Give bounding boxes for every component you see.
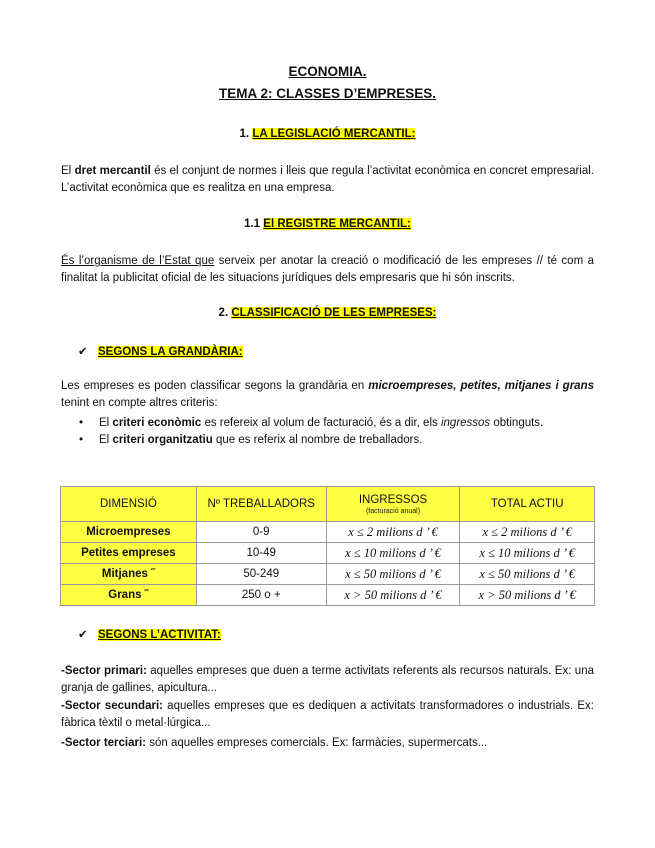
table-row: [61, 543, 595, 564]
table-row: [61, 522, 595, 543]
table-row: [61, 585, 595, 606]
sector-label: -Sector secundari:: [61, 700, 163, 712]
table-header-row: [61, 487, 595, 522]
table-cell-income: x ≤ 2 milions d ’ €: [326, 522, 460, 543]
list-bold-term: criteri organitzatiu: [112, 434, 213, 446]
sector-text: aquelles empreses que duen a terme activitats referents als recursos naturals. Ex: una granja de gallines, apicultura...: [61, 665, 594, 694]
paragraph-italic-term: microempreses, petites, mitjanes i grans: [368, 380, 594, 392]
table-header-cell: [326, 487, 460, 522]
sector-text: aquelles empreses que es dediquen a activitats transformadores o industrials. Ex: fàbrica tèxtil o metal·lúrgica...: [61, 700, 594, 729]
section-2-heading: [0, 307, 655, 319]
section-1-1-title: El REGISTRE MERCANTIL:: [263, 218, 411, 230]
table-cell-income: x ≤ 10 milions d ’ €: [326, 543, 460, 564]
activity-subheading-label: SEGONS L’ACTIVITAT:: [98, 629, 221, 641]
sector-tertiary-paragraph: [61, 735, 594, 752]
section-1-1-paragraph: [61, 253, 594, 287]
list-text: que es referix al nombre de treballadors.: [212, 434, 423, 446]
bullet-icon: •: [79, 417, 84, 429]
section-1-number: 1.: [239, 128, 250, 140]
bullet-icon: •: [79, 434, 84, 446]
table-cell-assets: x > 50 milions d ’ €: [460, 585, 595, 606]
paragraph-text: tenint en compte altres criteris:: [61, 397, 218, 409]
table-header-cell: DIMENSIÓ: [61, 487, 197, 522]
document-subtitle: TEMA 2: CLASSES D’EMPRESES.: [218, 86, 437, 101]
checkmark-icon: ✔: [78, 629, 88, 641]
paragraph-bold-term: dret mercantil: [74, 165, 151, 177]
list-bold-term: criteri econòmic: [112, 417, 202, 429]
list-italic-term: ingressos: [440, 417, 491, 429]
list-text: es refereix al volum de facturació, és a dir, els: [201, 417, 441, 429]
table-cell-dimension: Grans ˝: [61, 585, 197, 606]
size-subheading: [78, 344, 243, 358]
sector-label: -Sector primari:: [61, 665, 147, 677]
table-cell-dimension: Mitjanes ˝: [61, 564, 197, 585]
company-size-table: [60, 486, 595, 606]
activity-subheading: [78, 627, 221, 641]
table-header-cell: TOTAL ACTIU: [460, 487, 595, 522]
checkmark-icon: ✔: [78, 346, 88, 358]
paragraph-text: serveix per anotar la creació o modificació de les empreses // té com a finalitat la publicitat oficial de les situacions jurídiques dels empresaris que hi són inscrits.: [61, 255, 594, 284]
criteria-list: [61, 415, 594, 449]
table-cell-workers: 0-9: [196, 522, 326, 543]
table-cell-dimension: Petites empreses: [61, 543, 197, 564]
list-item: [61, 415, 594, 432]
section-1-1-number: 1.1: [244, 218, 261, 230]
table-cell-workers: 10-49: [196, 543, 326, 564]
section-1-heading: [0, 128, 655, 140]
list-text: obtinguts.: [490, 417, 544, 429]
table-header-sublabel: (facturació anual): [365, 507, 421, 515]
sector-primary-paragraph: [61, 663, 594, 697]
section-1-1-heading: [0, 218, 655, 230]
table-cell-income: x > 50 milions d ’ €: [326, 585, 460, 606]
table-cell-workers: 250 o +: [196, 585, 326, 606]
section-2-number: 2.: [218, 307, 229, 319]
document-title: ECONOMIA.: [288, 64, 367, 79]
section-1-paragraph: [61, 163, 594, 197]
list-item: [61, 432, 594, 449]
table-cell-assets: x ≤ 2 milions d ’ €: [460, 522, 595, 543]
paragraph-text: El: [61, 165, 75, 177]
section-2-title: CLASSIFICACIÓ DE LES EMPRESES:: [231, 307, 437, 319]
table-header-label: INGRESSOS: [358, 493, 428, 506]
sector-secondary-paragraph: [61, 698, 594, 732]
list-text: El: [99, 434, 113, 446]
table-cell-assets: x ≤ 10 milions d ’ €: [460, 543, 595, 564]
size-intro-paragraph: [61, 378, 594, 412]
paragraph-underlined-text: És l’organisme de l’Estat que: [61, 255, 215, 267]
table-cell-assets: x ≤ 50 milions d ’ €: [460, 564, 595, 585]
section-1-title: LA LEGISLACIÓ MERCANTIL:: [252, 128, 416, 140]
paragraph-text: Les empreses es poden classificar segons la grandària en: [61, 380, 369, 392]
paragraph-text: és el conjunt de normes i lleis que regula l’activitat econòmica en concret empresarial. L’activitat econòmica que es realitza en una empresa.: [61, 165, 594, 194]
list-text: El: [99, 417, 113, 429]
table-header-cell: Nº TREBALLADORS: [196, 487, 326, 522]
sector-label: -Sector terciari:: [61, 737, 147, 749]
table-cell-workers: 50-249: [196, 564, 326, 585]
table-cell-dimension: Microempreses: [61, 522, 197, 543]
table-row: [61, 564, 595, 585]
sector-text: són aquelles empreses comercials. Ex: farmàcies, supermercats...: [146, 737, 488, 749]
table-cell-income: x ≤ 50 milions d ’ €: [326, 564, 460, 585]
size-subheading-label: SEGONS LA GRANDÀRIA:: [98, 346, 243, 358]
